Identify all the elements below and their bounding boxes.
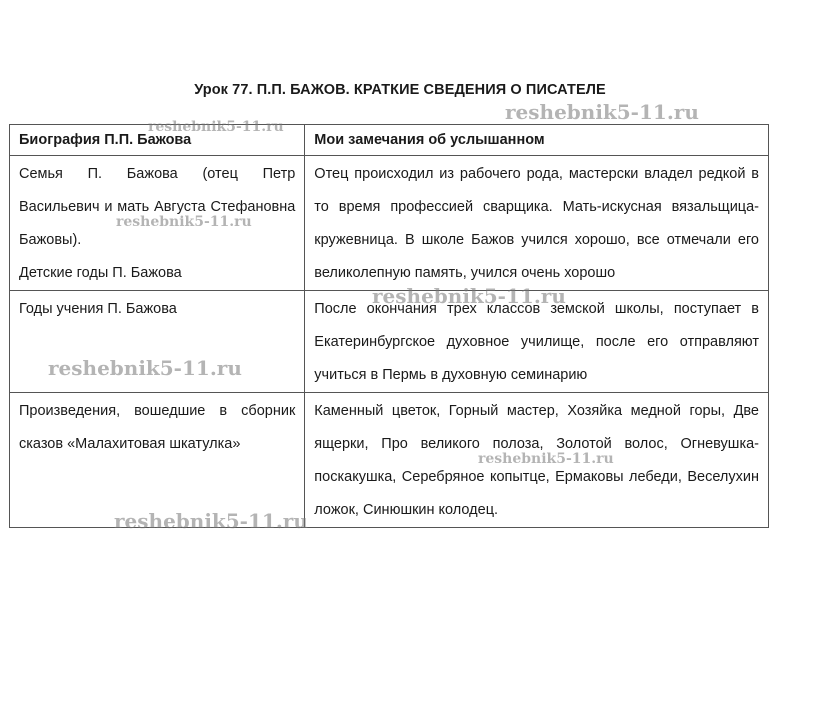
watermark: reshebnik5-11.ru bbox=[478, 451, 614, 467]
watermark: reshebnik5-11.ru bbox=[505, 100, 699, 124]
row-1-topic bbox=[10, 156, 305, 291]
watermark: reshebnik5-11.ru bbox=[48, 356, 242, 380]
watermark: reshebnik5-11.ru bbox=[114, 509, 308, 533]
table-row bbox=[10, 156, 769, 291]
watermark: reshebnik5-11.ru bbox=[148, 119, 284, 135]
row-1-topic-childhood: Детские годы П. Бажова bbox=[19, 265, 182, 281]
table-row bbox=[10, 291, 769, 393]
header-notes: Мои замечания об услышанном bbox=[305, 125, 769, 156]
row-3-topic bbox=[10, 393, 305, 528]
table-header-row bbox=[10, 125, 769, 156]
row-2-topic-studies: Годы учения П. Бажова bbox=[19, 301, 177, 317]
watermark: reshebnik5-11.ru bbox=[116, 214, 252, 230]
header-biography: Биография П.П. Бажова bbox=[10, 125, 305, 156]
row-3-topic-works: Произведения, вошедшие в сборник сказов «Малахитовая шкатулка» bbox=[19, 403, 296, 452]
row-2-topic bbox=[10, 291, 305, 393]
row-1-notes: Отец происходил из рабочего рода, мастерски владел редкой в то время профессией сварщика. Мать-искусная вязальщица-кружевница. В школе Бажов учился хорошо, все отмечали его великолепную память, учился очень хорошо bbox=[305, 156, 769, 291]
row-2-notes: После окончания трех классов земской школы, поступает в Екатеринбургское духовное училище, после его отправляют учиться в Пермь в духовную семинарию bbox=[305, 291, 769, 393]
page-title: Урок 77. П.П. БАЖОВ. КРАТКИЕ СВЕДЕНИЯ О ПИСАТЕЛЕ bbox=[194, 82, 606, 98]
row-1-topic-family: Семья П. Бажова (отец Петр Васильевич и мать Августа Стефановна Бажовы). bbox=[19, 166, 296, 248]
lesson-table bbox=[9, 124, 769, 528]
table-row bbox=[10, 393, 769, 528]
watermark: reshebnik5-11.ru bbox=[372, 284, 566, 308]
row-3-notes: Каменный цветок, Горный мастер, Хозяйка медной горы, Две ящерки, Про великого полоза, Золотой волос, Огневушка-поскакушка, Серебряное копытце, Ермаковы лебеди, Веселухин ложок, Синюшкин колодец. bbox=[305, 393, 769, 528]
